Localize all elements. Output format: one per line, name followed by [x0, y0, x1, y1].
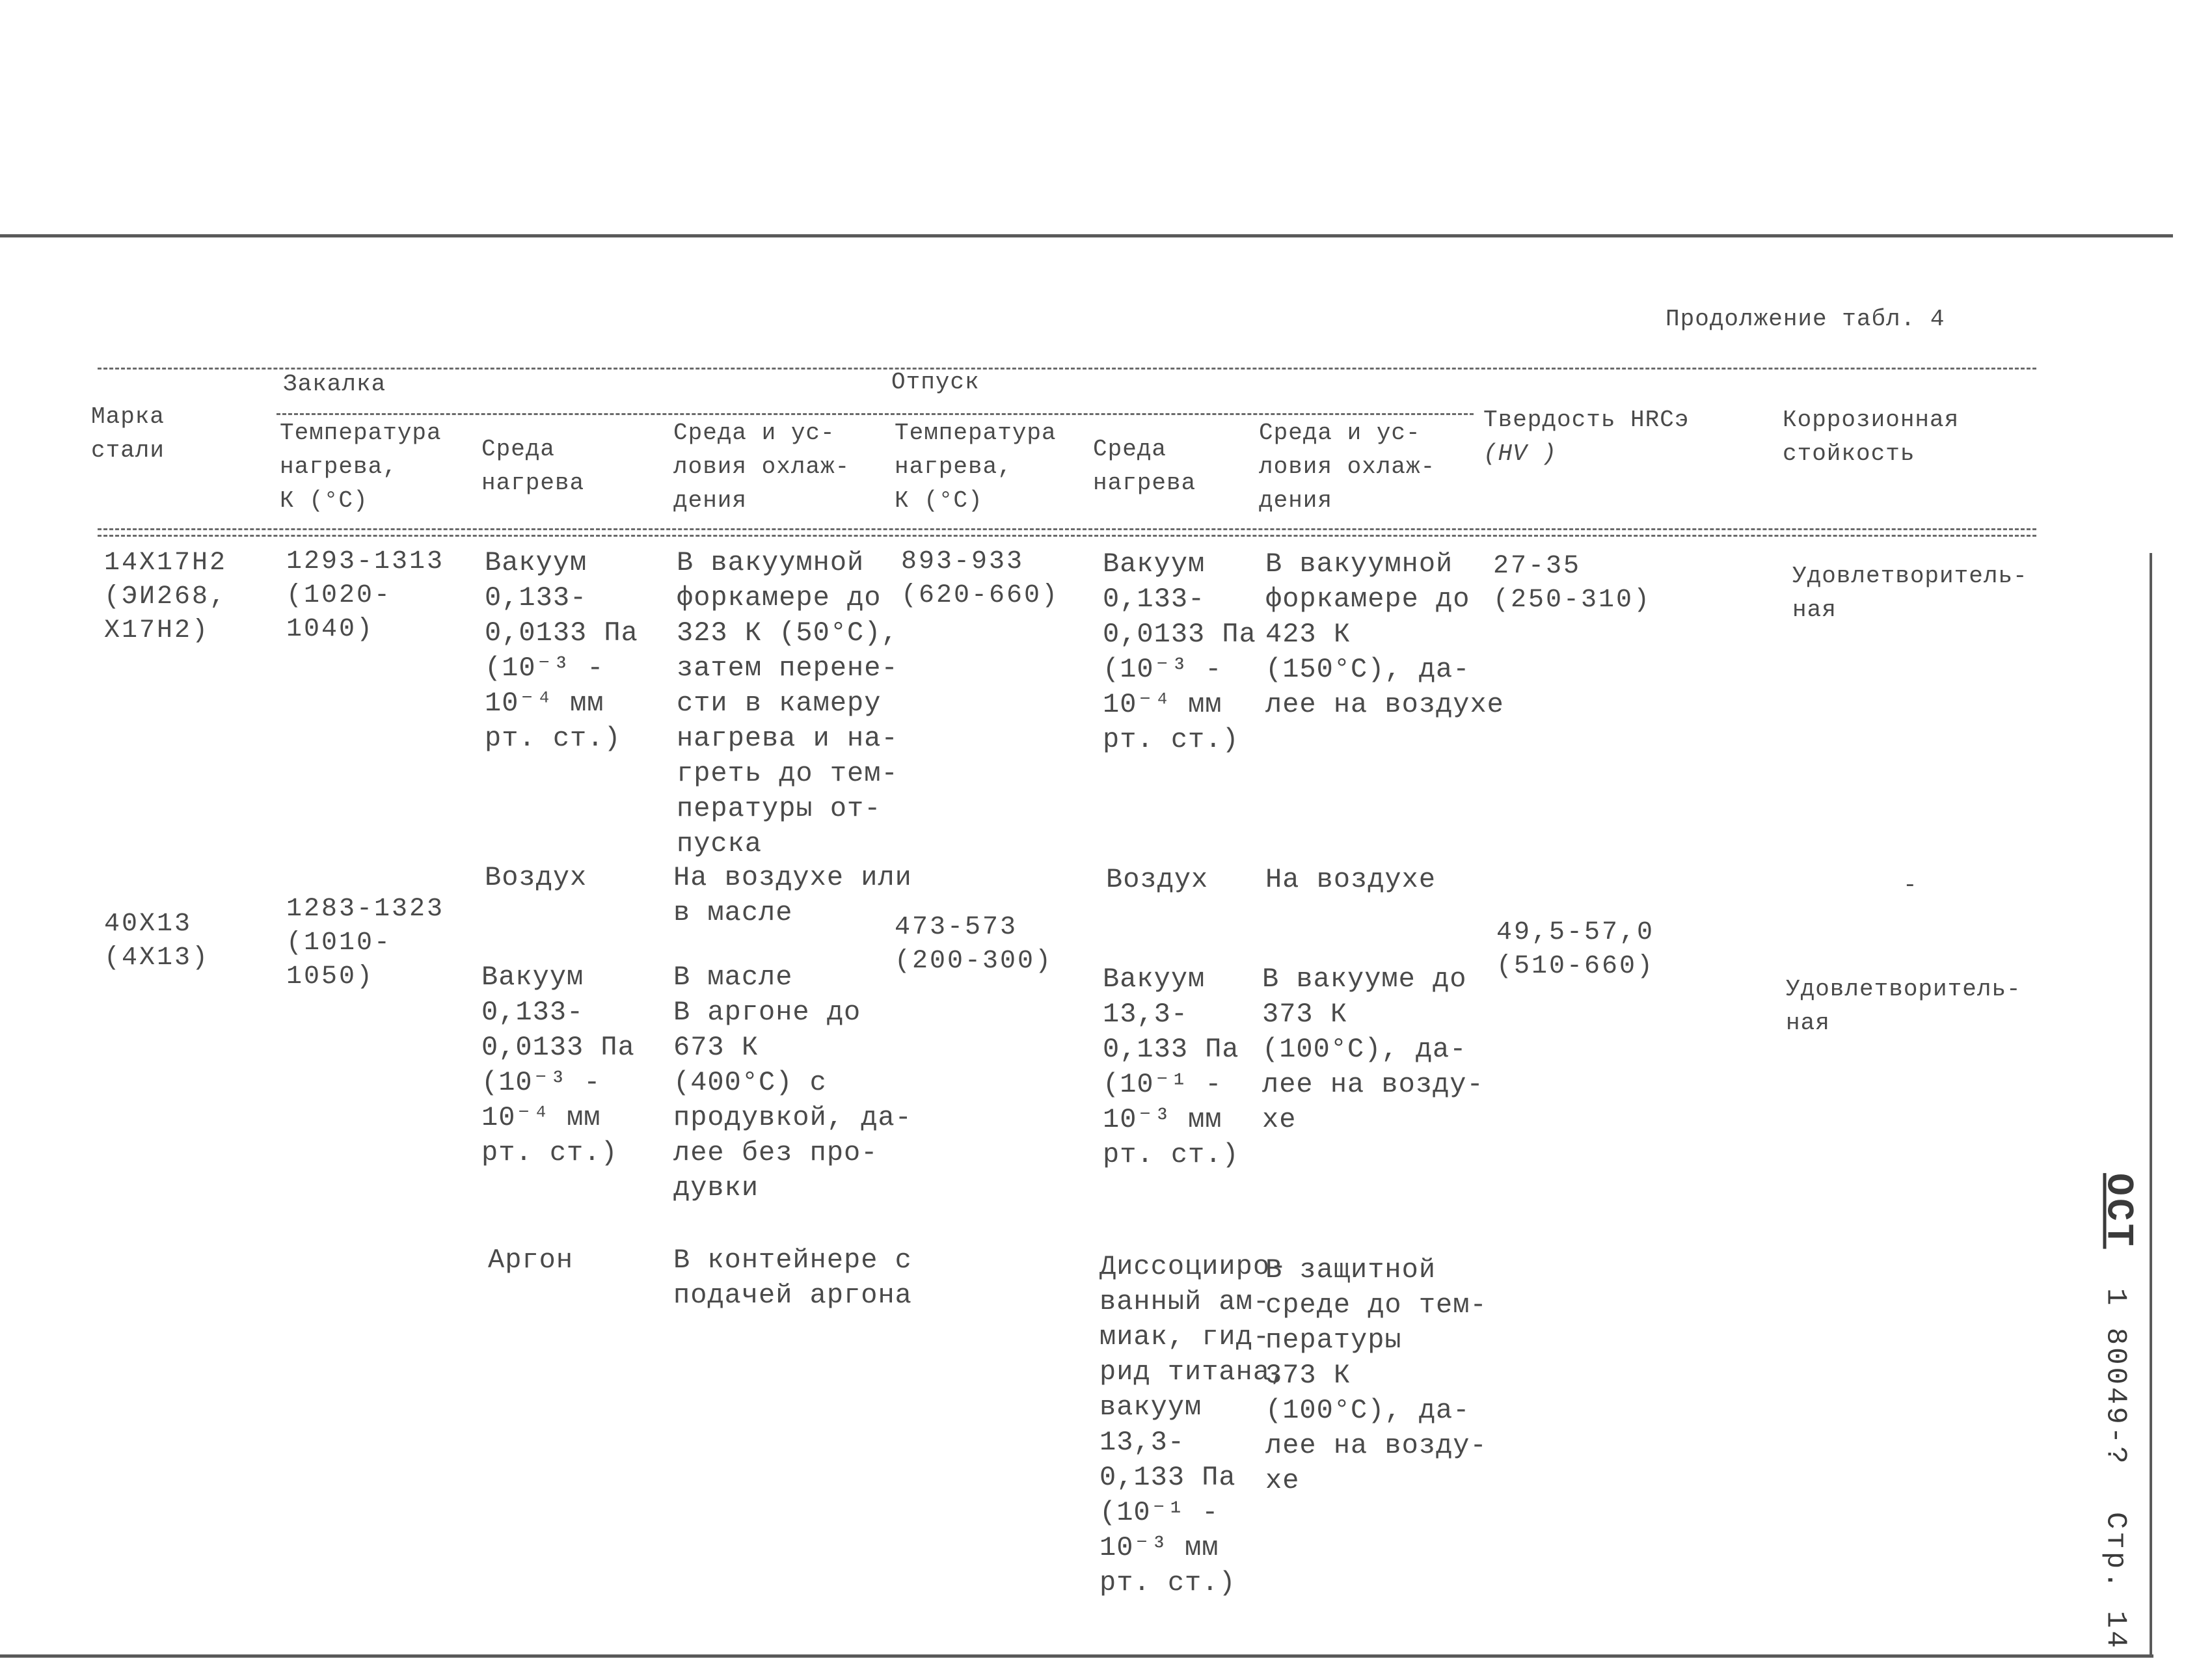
header-quench-medium: Среда нагрева: [481, 436, 585, 496]
row2-air-quench-cooling: На воздухе или в масле: [673, 862, 912, 928]
document-stamp: [2079, 1173, 2157, 1651]
row2-hardness: 49,5-57,0 (510-660): [1496, 918, 1655, 981]
row2-ar-temper-medium: Диссоцииро- ванный ам- миак, гид- рид титана, вакуум 13,3- 0,133 Па (10⁻¹ - 10⁻³ мм рт. ст.): [1099, 1251, 1288, 1598]
table-top-rule: [98, 368, 2036, 370]
header-temper-group: Отпуск: [891, 369, 980, 396]
row2-vac-temper-cooling: В вакууме до 373 К (100°С), да- лее на возду- хе: [1262, 964, 1484, 1135]
row1-quench-temp: 1293-1313 (1020- 1040): [286, 547, 445, 644]
group-rule: [276, 413, 1474, 415]
header-hardness: Твердость HRCэ (HV ): [1483, 407, 1690, 467]
row1-quench-cooling: В вакуумной форкамере до 323 К (50°С), затем перене- сти в камеру нагрева и на- греть до тем- пературы от- пуска: [677, 547, 898, 859]
row2-temper-temp: 473-573 (200-300): [895, 913, 1053, 976]
top-rule: [0, 234, 2173, 237]
row2-air-temper-medium: Воздух: [1106, 864, 1209, 895]
row2-vac-quench-cooling: В масле В аргоне до 673 К (400°С) с продувкой, да- лее без про- дувки: [673, 962, 912, 1204]
header-quench-temp: Температура нагрева, К (°С): [280, 420, 442, 514]
header-grade: Марка стали: [91, 403, 165, 464]
row1-quench-medium: Вакуум 0,133- 0,0133 Па (10⁻³ - 10⁻⁴ мм рт. ст.): [485, 547, 638, 754]
row1-grade: 14Х17Н2 (ЭИ268, Х17Н2): [104, 548, 228, 645]
table-caption: Продолжение табл. 4: [1666, 306, 1945, 332]
row2-quench-temp: 1283-1323 (1010- 1050): [286, 895, 445, 991]
header-bottom-rule-2: [98, 535, 2036, 537]
stamp-ost: ОСТ: [2096, 1173, 2139, 1249]
bottom-rule: [0, 1654, 2153, 1658]
row1-temper-temp: 893-933 (620-660): [901, 547, 1060, 610]
row1-temper-cooling: В вакуумной форкамере до 423 К (150°С), да- лее на воздухе: [1265, 548, 1504, 720]
row1-temper-medium: Вакуум 0,133- 0,0133 Па (10⁻³ - 10⁻⁴ мм рт. ст.): [1103, 548, 1256, 755]
row2-vac-quench-medium: Вакуум 0,133- 0,0133 Па (10⁻³ - 10⁻⁴ мм рт. ст.): [481, 962, 635, 1168]
stamp-number: 1 80049-?: [2099, 1288, 2132, 1466]
row1-corrosion: Удовлетворитель- ная: [1792, 563, 2028, 623]
header-temper-medium: Среда нагрева: [1093, 436, 1196, 496]
header-bottom-rule: [98, 528, 2036, 530]
row2-ar-quench-cooling: В контейнере с подачей аргона: [673, 1245, 912, 1311]
header-temper-cooling: Среда и ус- ловия охлаж- дения: [1259, 420, 1436, 514]
row2-ar-temper-cooling: В защитной среде до тем- пературы 373 К (100°С), да- лее на возду- хе: [1265, 1254, 1487, 1496]
row2-air-temper-cooling: На воздухе: [1265, 864, 1436, 895]
row2-air-corrosion: -: [1903, 872, 1918, 898]
row2-air-quench-medium: Воздух: [485, 862, 587, 893]
header-quench-cooling: Среда и ус- ловия охлаж- дения: [673, 420, 850, 514]
header-quench-group: Закалка: [283, 371, 386, 398]
row2-ar-quench-medium: Аргон: [488, 1245, 574, 1276]
header-corrosion: Коррозионная стойкость: [1783, 407, 1960, 467]
row2-grade: 40Х13 (4Х13): [104, 910, 210, 973]
header-temper-temp: Температура нагрева, К (°С): [895, 420, 1057, 514]
row2-vac-corrosion: Удовлетворитель- ная: [1786, 976, 2021, 1036]
stamp-page: Стр. 14: [2099, 1512, 2132, 1651]
row1-hardness: 27-35 (250-310): [1493, 552, 1652, 615]
row2-vac-temper-medium: Вакуум 13,3- 0,133 Па (10⁻¹ - 10⁻³ мм рт. ст.): [1103, 964, 1239, 1170]
